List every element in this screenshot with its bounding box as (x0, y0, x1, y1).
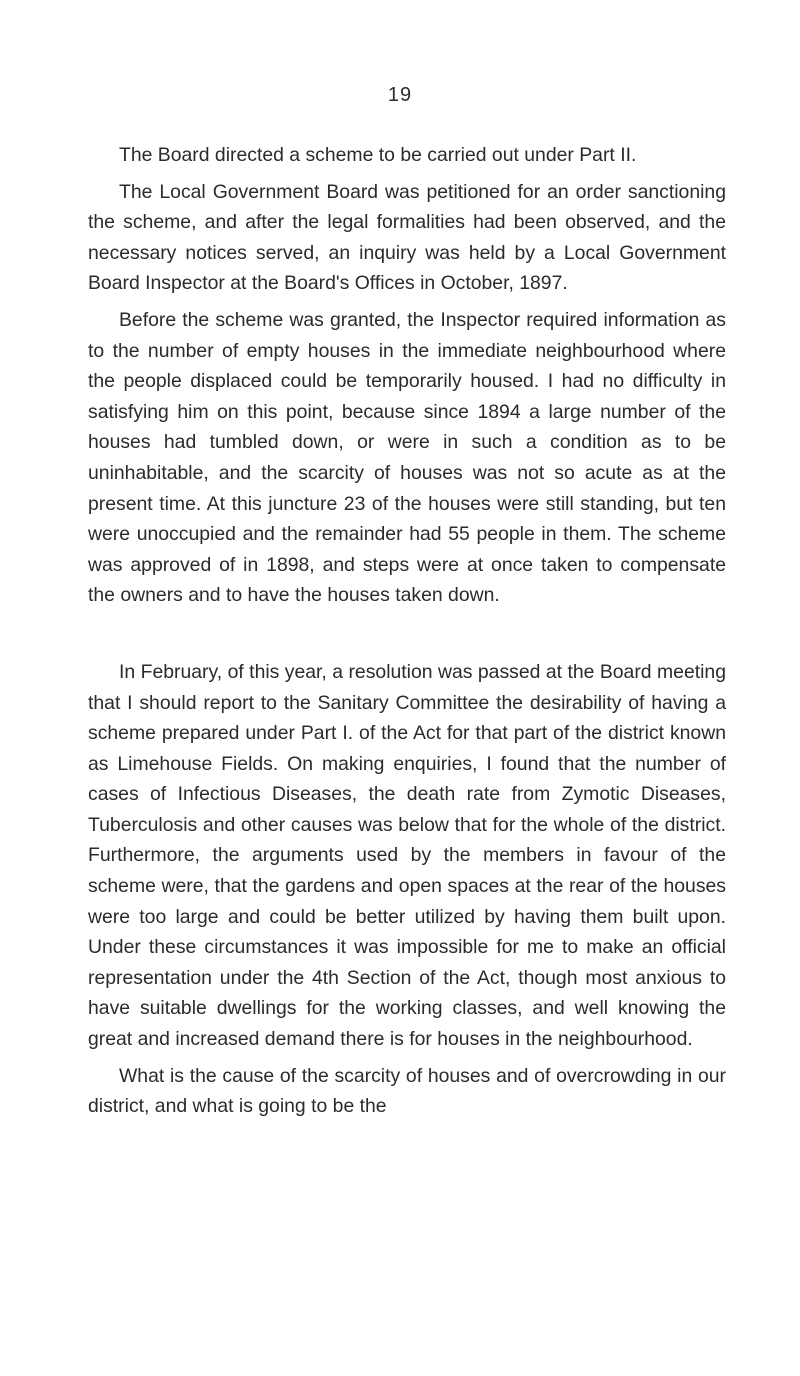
paragraph-scarcity-question: What is the cause of the scarcity of houses and of overcrowding in our district, and what is going to be the (88, 1064, 726, 1118)
paragraph-scheme-part-ii: The Board directed a scheme to be carried out under Part II. (119, 144, 637, 166)
paragraph-inspector-information: Before the scheme was granted, the Inspector required information as to the number of empty houses in the immediate neighbourhood where the people displaced could be temporarily housed. I had no difficulty in satisfying him on this point, because since 1894 a large number of the houses had tumbled down, or were in such a condition as to be uninhabitable, and the scarcity of houses was not so acute as at the present time. At this juncture 23 of the houses were still standing, but ten were unoccupied and the remainder had 55 people in them. The scheme was approved of in 1898, and steps were at once taken to compensate the owners and to have the houses taken down. (88, 308, 726, 607)
page-number: 19 (387, 84, 413, 106)
body-text (88, 140, 726, 1128)
paragraph-limehouse-fields: In February, of this year, a resolution was passed at the Board meeting that I should report to the Sanitary Committee the desirability of having a scheme prepared under Part I. of the Act for that part of the district known as Limehouse Fields. On making enquiries, I found that the number of cases of Infectious Diseases, the death rate from Zymotic Diseases, Tuberculosis and other causes was below that for the whole of the district. Furthermore, the arguments used by the members in favour of the scheme were, that the gardens and open spaces at the rear of the houses were too large and could be better utilized by having them built upon. Under these circumstances it was impossible for me to make an official representation under the 4th Section of the Act, though most anxious to have suitable dwellings for the working classes, and well knowing the great and increased demand there is for houses in the neighbourhood. (88, 660, 726, 1051)
paragraph-local-government-inquiry: The Local Government Board was petitioned for an order sanctioning the scheme, and after the legal formalities had been observed, and the necessary notices served, an inquiry was held by a Local Government Board Inspector at the Board's Offices in October, 1897. (88, 180, 726, 295)
